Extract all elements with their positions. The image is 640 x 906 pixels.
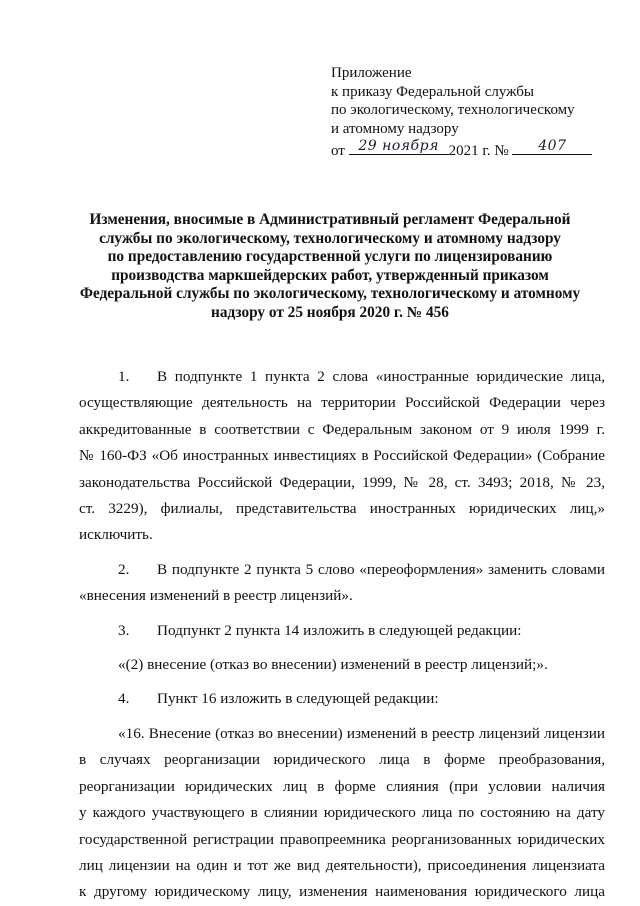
item-text: В подпункте 2 пункта 5 слово «переоформления» заменить словами <box>157 560 605 578</box>
document-title <box>70 211 590 322</box>
item-line: законодательства Российской Федерации, 1999, № 28, ст. 3493; 2018, № 23, <box>79 473 605 491</box>
appendix-block <box>331 64 621 161</box>
item-last-line: исключить. <box>79 526 153 544</box>
title-line: по предоставлению государственной услуги по лицензированию <box>107 248 553 265</box>
day-blank <box>349 138 449 155</box>
appendix-line: к приказу Федеральной службы <box>331 83 535 100</box>
title-line: Федеральной службы по экологическому, технологическому и атомному <box>79 285 581 302</box>
title-line: службы по экологическому, технологическому и атомному надзору <box>99 229 561 247</box>
handwritten-day: 29 ноября <box>358 137 439 154</box>
item-text: Подпункт 2 пункта 14 изложить в следующей редакции: <box>157 621 522 639</box>
item-line: аккредитованные в соответствии с Федеральным законом от 9 июля 1999 г. <box>79 420 605 438</box>
number-blank <box>512 138 592 155</box>
item-line: ст. 3229), филиалы, представительства иностранных юридических лиц,» <box>79 500 605 518</box>
item-number: 1. <box>118 368 130 385</box>
order-date-line <box>331 138 621 161</box>
item-number: 4. <box>118 690 130 708</box>
appendix-line: Приложение <box>331 65 412 81</box>
quote-line: реорганизации юридических лиц в форме слияния (при условии наличия <box>79 777 605 795</box>
appendix-line: по экологическому, технологическому <box>331 102 575 118</box>
quote-line: к другому юридическому лицу, изменения наименования юридического лица <box>79 883 605 901</box>
quote-first-line: «16. Внесение (отказ во внесении) изменений в реестр лицензий лицензии <box>118 724 605 742</box>
item-line: осуществляющие деятельность на территории Российской Федерации через <box>79 394 605 412</box>
item-text: В подпункте 1 пункта 2 слова «иностранные юридические лица, <box>157 368 605 385</box>
item-first-line <box>79 618 605 644</box>
item-3 <box>79 618 605 679</box>
item-first-line <box>79 364 605 390</box>
item-line: № 160-ФЗ «Об иностранных инвестициях в Российской Федерации» (Собрание <box>79 447 605 465</box>
handwritten-number: 407 <box>538 137 567 154</box>
quote-line: у каждого участвующего в слиянии юридического лица по состоянию на дату <box>79 804 605 822</box>
title-line: производства маркшейдерских работ, утвержденный приказом <box>111 266 549 284</box>
year-text: 2021 г. № <box>448 143 509 159</box>
item-first-line <box>79 557 605 583</box>
item-number: 2. <box>118 560 130 578</box>
quote-line: государственной регистрации правопреемника реорганизованных юридических <box>79 830 605 848</box>
item-4 <box>79 686 605 905</box>
item-number: 3. <box>118 621 130 639</box>
date-prefix: от <box>331 143 345 159</box>
item-quote: «(2) внесение (отказ во внесении) изменений в реестр лицензий;». <box>118 656 548 674</box>
item-1 <box>79 364 605 549</box>
item-text: Пункт 16 изложить в следующей редакции: <box>157 690 439 708</box>
item-2 <box>79 557 605 610</box>
quote-line: лиц лицензии на один и тот же вид деятельности), присоединения лицензиата <box>79 856 605 874</box>
item-first-line <box>79 686 605 712</box>
item-last-line: «внесения изменений в реестр лицензий». <box>79 587 353 605</box>
title-line: надзору от 25 ноября 2020 г. № 456 <box>211 303 449 321</box>
appendix-line: и атомному надзору <box>331 120 459 137</box>
document-body <box>79 364 605 906</box>
title-line: Изменения, вносимые в Административный регламент Федеральной <box>89 211 571 228</box>
quote-line: в случаях реорганизации юридического лица в форме преобразования, <box>79 751 605 769</box>
